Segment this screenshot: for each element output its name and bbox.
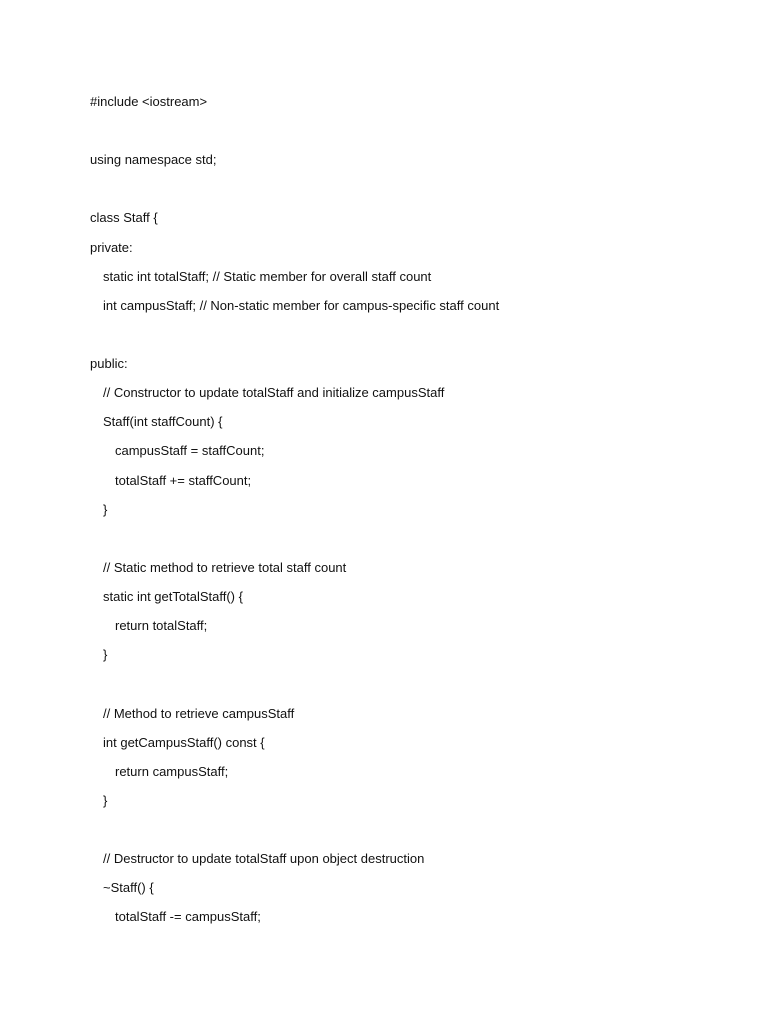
code-line-get-total-signature: static int getTotalStaff() { [103, 589, 243, 604]
code-line-private: private: [90, 240, 133, 255]
code-line-destructor-signature: ~Staff() { [103, 880, 154, 895]
code-line-destructor-comment: // Destructor to update totalStaff upon object destruction [103, 851, 425, 866]
code-line-static-method-comment: // Static method to retrieve total staff count [103, 560, 347, 575]
code-line-close-brace: } [103, 647, 108, 662]
code-line-public: public: [90, 356, 128, 371]
code-line-close-brace: } [103, 502, 108, 517]
code-line-campus-member: int campusStaff; // Non-static member for campus-specific staff count [103, 298, 500, 313]
code-line-static-member: static int totalStaff; // Static member for overall staff count [103, 269, 432, 284]
code-line-constructor-signature: Staff(int staffCount) { [103, 414, 223, 429]
code-line-namespace: using namespace std; [90, 152, 217, 167]
code-line-total-add: totalStaff += staffCount; [115, 473, 252, 488]
code-line-class-decl: class Staff { [90, 210, 158, 225]
code-line-include: #include <iostream> [90, 94, 208, 109]
code-line-total-subtract: totalStaff -= campusStaff; [115, 909, 261, 924]
code-line-get-campus-signature: int getCampusStaff() const { [103, 735, 265, 750]
code-line-return-campus: return campusStaff; [115, 764, 229, 779]
code-line-constructor-comment: // Constructor to update totalStaff and initialize campusStaff [103, 385, 445, 400]
code-line-campus-method-comment: // Method to retrieve campusStaff [103, 706, 295, 721]
code-line-close-brace: } [103, 793, 108, 808]
code-line-return-total: return totalStaff; [115, 618, 208, 633]
code-line-campus-assign: campusStaff = staffCount; [115, 443, 265, 458]
